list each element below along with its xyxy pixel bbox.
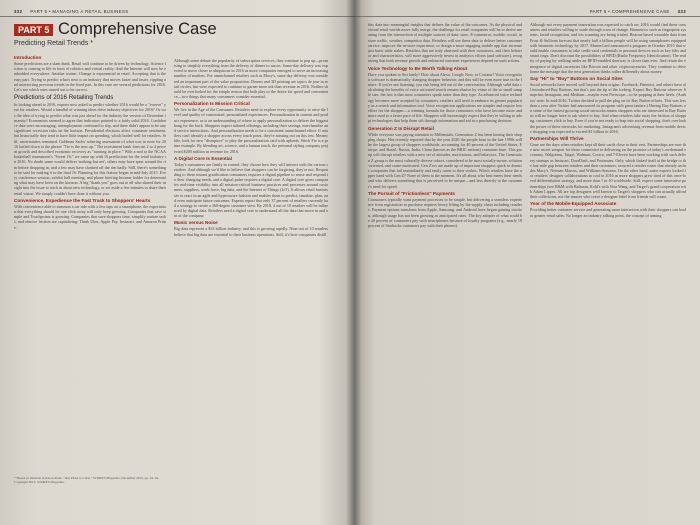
section-heading: Predictions of 2016 Retailing Trends xyxy=(14,94,114,102)
left-column-2 xyxy=(174,58,328,508)
page-title: Comprehensive Case xyxy=(58,20,217,38)
part-label: PART 5 xyxy=(14,24,53,36)
section-body: Today's consumers are firmly in control; they choose how they will interact with the various retailers. And although we'd like to believe that shoppers can be forgiving, they're not. Responding to these instant gratification consumers requires a digital pipeline to sense and respond to their changing needs, and a digital pulse requires a digital core. A digital core gives companies real-time visibility into all mission-critical business practices and processes around customers, suppliers, work force, big data, and the Internet of Things (IoT). It allows retail businesses to react in an agile and hyperaware fashion and enables them to predict, simulate, plan, and even anticipate future outcomes. Experts report that only 37 percent of retailers currently had a strategy to create a 360-degree customer view. By 2018, 4 out of 10 retailers will be influenced by digital data. Retailers need a digital core to understand all the data that move in and out of the company. xyxy=(174,161,328,219)
footnote: * Based on material in Karen Rode, "Our Picks to Click," STORES Magazine, December 2015, pp. 22–24. Copyright 2015, STORES Magazine. xyxy=(14,476,160,485)
section-body: Have you spoken to Siri lately? How about Alexa, Google Now, or Cortana? Voice recognition software is dramatically changing shopper behavior; and this will be even more true in the future. If you're not listening, you risk being left out of the conversation. Although solid data calculating the benefits of voice activated search remain elusive by virtue of the so small sample size, the fact is that most consumers speak faster than they type. As advanced voice technology becomes more accepted by consumers, retailers will need to embrace its greater popularity as a search and information tool. Voice recognition applications are simpler and require less effort for the shopper—a winning formula for those consumers who have become more and more used to a faster pace of life. Shoppers will increasingly expect that they're willing to adopt technologies that help them sift through information and aid in a purchasing decision. xyxy=(368,71,522,124)
book-gutter xyxy=(346,0,362,525)
right-head-rule xyxy=(354,16,700,17)
section-heading: Personalization Is Mission Critical xyxy=(174,101,250,107)
section-heading: Voice Technology to Be Worth Talking About xyxy=(368,65,468,71)
section-body: Big data represent a $33 billion industry, and this is growing rapidly. Nine out of 10 retailers believe that big data are essential to their business operations. Still, it's how companies distill xyxy=(174,226,328,237)
section-body: Some predictions are a slam dunk. Retail will continue to be driven by technology. Science fiction is coming to life in form of robotics and virtual reality. And the Internet will now be embedded everywhere. Another truism: Change is exponential in retail. Accepting that is the easy part. Trying to predict what's next is an industry that moves faster and faster, rippling and intersecting previous trends in the fixed part. In this case are several predictions for 2016. Let's see which ones turned out to be correct. xyxy=(14,61,166,93)
section-body: Social networks have moved well beyond their origins. Facebook, Pinterest, and others have all introduced Buy Buttons, but that's just the tip of the iceberg. Expect Buy Buttons wherever Snapchat, Instagram, and Medium—maybe even Periscope—to be popping at their heels. (Authors' note: In mid-2016, Twitter decided to pull the plug on its Buy Button efforts. This was less than a year after Twitter had announced its program with great fanfare.) Having Buy Buttons on some of the fastest-growing social networks means shoppers who are interested in Buy Buttons will no longer have to ask where to buy. And when retailers take away the friction of shopping, customers click to buy. Even if you're not ready to leap into social shopping, don't overlook the power of these networks for marketing. Instagram's advertising revenue from mobile device shopping was expected to exceed $1 billion in 2016. xyxy=(530,82,686,134)
right-running-section: PART 5 • COMPREHENSIVE CASE xyxy=(589,9,670,14)
left-running-head xyxy=(14,9,129,14)
section-body: With convenience able to summon a car ride with a few taps on a smartphone, the expectation that everything should be one click away will only keep growing. Companies that save simple and Touchpoints is growing. Companies that save shoppers time, simplify routine tasks, and remove friction are capitalizing: Think Uber, Apple Pay, Instacart, and Amazon Prime. xyxy=(14,203,166,230)
section-body: We live in the Age of the Consumer. Retailers need to explore every opportunity to raise the level and quality of customized, personalized experiences. Personalization in content and product experience, as is an understanding of where to apply personalization to deliver the biggest bang for the buck. Shoppers expect tailored offerings, including their savings, merchandise and service interactions. And personalization needs to be a consistent omnichannel effort. If retailers can't identify a shopper across every touch point, they're missing out on this test. Meanwhile, look for new "disruptors" to play the personalization card with aplomb. Stitch Fix is a prime example. By blending art, science, and a human touch, the personal styling company projected $200 million in revenue for 2016. xyxy=(174,107,328,154)
section-heading: Music versus Noise xyxy=(174,220,218,226)
left-running-section: PART 5 • MANAGING A RETAIL BUSINESS xyxy=(30,9,129,14)
section-heading: Partnerships Will Thrive xyxy=(530,136,584,142)
left-column-1 xyxy=(14,53,166,471)
section-body: Consumers typically want payment processes to be simple, but delivering a seamless experience from registration to purchase requires heavy lifting by the supply chain including retailers. Payment options transform from Apple, Samsung, and Android have begun gaining traction, although usage has not been growing as anticipated rates. The key adopter of what could be 40 percent of consumers pay with smartphones because of loyalty programs (e.g., nearly 18 percent of Starbucks customers pay with their phones). xyxy=(368,196,522,228)
right-page xyxy=(354,0,700,525)
section-body: Gone are the days when retailers kept all their cards close to their vest. Partnerships are now the new secret weapon for those committed to delivering on the promise of today's on-demand economy. Walgreens, Target, Walmart, Costco, and 7-Eleven have been working with such delivery startups as Instacart, DoorDash, and Postmates. Only, which linked itself at the bridge to the last mile gap between retailers and their customers, secured a retailer roster that already includes Macy's, Neiman Marcus, and Williams-Sonoma. On the other hand, some experts looked for retailers' designer collaborations to cool in 2016 as more shoppers grew tired of this once-loved differentiation strategy, and more than 1 in 10 worldwide. Still, expect some innovative partnerships (see H&M with Balmain, Kohl's with Vera Wang, and Target's grand cooperation with Adam Lippes. All are top designers well known to Target's shoppers who can actually afford their collections, not the masses who crave a designer label from friends will count. xyxy=(530,142,686,200)
right-page-number: 333 xyxy=(677,9,686,14)
section-body: this data into meaningful insights that defines the value of the outcomes. As the physical and virtual retail worlds move fully merge, the challenge for retail companies will be to derive meaning from the intersection of multiple sources of data: store, E-commerce, mobile, social, in store traffic, weather, competitor data. Retailers will use these data to deliver better customer service, improve the in-store experience, or design a more engaging mobile app that increase just basic table stakes. Retailers that are truly obsessed with their customers, and their behavior and characteristics, will more aggressively invest in analytics efforts (and software), recognizing that both revenue growth and enhanced customer experiences depend on such actions. xyxy=(368,22,522,64)
left-head-rule xyxy=(0,16,354,17)
right-column-1 xyxy=(368,22,522,516)
section-body: While everyone was paying attention to Millennials, Generation Z has been honing their shopping chops. Has recently reported that by the year 2020 the people born in the late 1990s will be the largest group of shoppers worldwide, accounting for 40 percent of the United States, Europe, and Brazil, Russia, India, China (known as the BRIC nations) consumer base. This group will disrupt retailers with a new set of attitudes, motivations, and behaviors. The Generation Z group is the most culturally diverse cohort, considered to be most socially-aware, solution-oriented, and cause-motivated. Gen Z'ers are made up of important shoppers quick to dismiss companies that fail immediately and easily come to their wishes. Which retailers have the upper hand with Gen Z? None of them at the moment. It's all about who best meets their needs and who delivers something that is perceived to be unique—and less directly to the customer's need for speed. xyxy=(368,131,522,189)
section-heading: Convenience, Expedience the Fast Track to Shoppers' Hearts xyxy=(14,197,151,203)
page-subtitle: Predicting Retail Trends * xyxy=(14,40,93,47)
section-body: In looking ahead to 2016, experts now asked to predict whether 2016 would be a "swerve" year for retailers. Would a handful of winning ideas drive industry objectives for 2016? Or was the idea of trying to predict what was just ahead for the industry the version of December insanity? Economists seemed to agree that indicators pointed to a fairly solid 2016. Confidence data were encouraging, unemployment continued to slip, and there didn't appear to be any significant recession risks on the horizon. Presidential elections affect consumer sentiment, but historically they tend to have little impact on spending, which boded well for retailers. Still, uncertainties remained. Goldman Sachs' sobering assessment of what was in store for 2016 boiled down to the phrase "Tie is the new up." The investment bank forecast 2 to 4 percent growth and described economic recovery as "running in place." With a nod to the NCAA basketball tournament's "Sweet 16," we came up with 16 predictions for the retail industry in 2016. No doubt some would deliver 'nothing but net'; others may have spun around the rim before dropping in, and a few may have clanked off the rim badly. Still, there's something to be said for making it to the final 16. Planning for this feature began in mid-July 2015. Every conference session, exhibit hall meeting, and phone briefing became fodder for determining what may have been on the horizon. A big "thank you" goes out to all who shared their insight into the issue to track in about new technology, or set aside a few minutes to share their retail vision. We simply couldn't have done it without you. xyxy=(14,102,166,196)
section-body: Providing better customer service and generating more interaction with their shoppers can lead to greater retail sales. No longer an industry talking point, the concept of arming xyxy=(530,207,686,218)
right-running-head xyxy=(590,9,686,14)
section-heading: The Pursuit of "Frictionless" Payments xyxy=(368,190,456,196)
section-body: Although not every payment innovation was expected to catch on, 2016 would find these consumers and retailers willing to wade through a sea of change. Biometrics such as fingerprint systems, facial recognition, and iris scanning are being trialed. Beacon-based wearable data from Frost & Sullivan forecast that nearly half a billion people will be using smartphones equipped with biometric technology by 2017. MasterCard announced a program in October 2015 that would enable consumers to take credit-card credentials to personal devices such as key fobs and smart rings. Don't discount the possibilities of RFID (Radio Frequency Identification). The reality of paying by walking under an RFID-enabled doorway is closer than ever. And retain the emergence of digital currencies like Bitcoin and other cryptocurrencies. They continue to drive home the message that the next generation thinks rather differently about money. xyxy=(530,22,686,74)
left-page-number: 332 xyxy=(14,9,23,14)
right-column-2 xyxy=(530,22,686,520)
section-heading: Introduction xyxy=(14,55,42,60)
section-body: Although some debate the popularity of subscription services, they continue to pop up—promising to simplify everything from the delivery of dinner to razors. Same-day delivery was expected to move closer to ubiquitous in 2016 as more companies emerged to serve an increasing number of markets. For omnichannel retailers such as Macy's, same day delivery was considered an important part of the value proposition. Drones and 3D printing are topics de jour in retail circles, but were expected to continue to garner more ink than revenue in 2016. Neither should be overlooked for the simple reason that both play to the desire for speed and convenience—two things that many consumers consider essential. xyxy=(174,58,328,100)
section-heading: A Digital Core Is Essential xyxy=(174,155,232,161)
section-heading: Say "Hi" to "Buy" Buttons on Social Sites xyxy=(530,76,623,82)
section-heading: Year of the Mobile-Equipped Associate xyxy=(530,201,617,207)
section-heading: Generation Z Is Disrupt Retail xyxy=(368,125,434,131)
